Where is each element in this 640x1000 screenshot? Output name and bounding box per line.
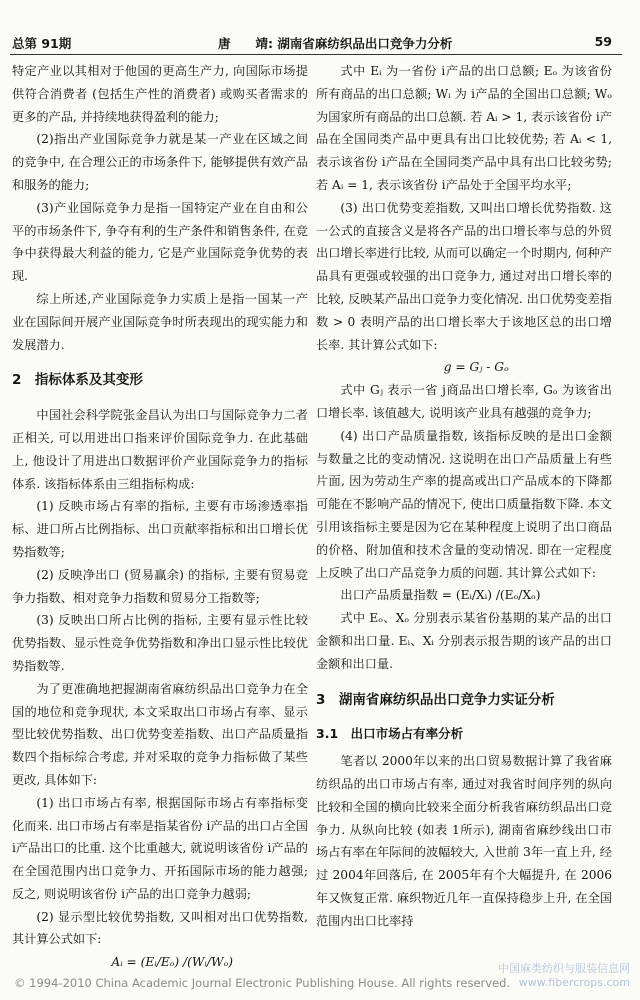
watermark-line-2: www.fibercrops.com (518, 976, 630, 989)
paragraph: (2)指出产业国际竞争力就是某一产业在区域之间的竞争中, 在合理公正的市场条件下, 能够提供有效产品和服务的能力; (12, 132, 308, 192)
site-watermark (498, 962, 630, 990)
section-heading: 3 湖南省麻纺织品出口竞争力实证分析 (316, 691, 555, 708)
paragraph: 特定产业以其相对于他国的更高生产力, 向国际市场提供符合消费者 (包括生产性的消费者) 或购买者需求的更多的产品, 并持续地获得盈利的能力; (12, 64, 308, 124)
paragraph: (3) 出口优势变差指数, 又叫出口增长优势指数. 这一公式的直接含义是将各产品的出口增长率与总的外贸出口增长率进行比较, 从而可以确定一个时期内, 何种产品具有更强或较强的出口竞争力, 通过对出口增长率的比较, 反映某产品出口竞争力变化情况. 出口优势变差指数 > 0 表明产品的出口增长率大于该地区总的出口增长率. 其计算公式如下: (316, 200, 612, 352)
header-rule (10, 54, 622, 55)
formula: g = Gⱼ - Gₒ (443, 360, 509, 375)
paragraph: (1) 反映市场占有率的指标, 主要有市场渗透率指标、进口所占比例指标、出口贡献率指标和出口增长优势指数等; (12, 499, 308, 559)
paragraph: 式中 Eₒ、Xₒ 分别表示某省份基期的某产品的出口金额和出口量. Eᵢ、Xᵢ 分别表示报告期的该产品的出口金额和出口量. (316, 611, 612, 671)
page-header (0, 0, 640, 52)
paragraph: 综上所述,产业国际竞争力实质上是指一国某一产业在国际间开展产业国际竞争时所表现出的现实能力和发展潜力. (12, 291, 308, 352)
paragraph: 中国社会科学院张金昌认为出口与国际竞争力二者正相关, 可以用进出口指来评价国际竞争力. 在此基础上, 他设计了用进出口数据评价产业国际竞争力的指标体系. 该指标体系由三组指标构成: (12, 408, 308, 491)
paragraph: 笔者以 2000年以来的出口贸易数据计算了我省麻纺织品的出口市场占有率, 通过对我省时间序列的纵向比较和全国的横向比较来全面分析我省麻纺织品出口竞争力. 从纵向比较 (如表 1所示), 湖南省麻纱线出口市场占有率在年际间的波幅较大, 入世前 3年一直上升, 经过 2004年回落后, 在 2005年有个大幅提升, 在 2006年又恢复正常. 麻织物近几年一直保持稳步上升, 在全国范围内出口比率持 (316, 754, 612, 928)
formula: Aᵢ = (Eᵢ/Eₒ) /(Wᵢ/Wₒ) (111, 955, 233, 970)
paragraph: (2) 反映净出口 (贸易赢余) 的指标, 主要有贸易竞争力指数、相对竞争力指数和贸易分工指数等; (12, 567, 308, 605)
left-column (12, 60, 308, 974)
paragraph: (3) 反映出口所占比例的指标, 主要有显示性比较优势指数、显示性竞争优势指数和净出口显示性比较优势指数等. (12, 613, 308, 673)
running-title: 唐 靖: 湖南省麻纺织品出口竞争力分析 (218, 36, 453, 51)
paragraph: 为了更准确地把握湖南省麻纺织品出口竞争力在全国的地位和竞争现状, 本文采取出口市场占有率、显示型比较优势指数、出口优势变差指数、出口产品质量指数四个指标综合考虑, 并对采取的竞争力指标做了某些更改, 具体如下: (12, 681, 308, 787)
paragraph: 式中 Eᵢ 为一省份 i产品的出口总额; Eₒ 为该省份所有商品的出口总额; Wᵢ 为 i产品的全国出口总额; Wₒ 为国家所有商品的出口总额. 若 Aᵢ > 1, 表示该省份 i产品在全国同类产品中更具有出口比较优势; 若 Aᵢ < 1, 表示该省份 i产品在全国同类产品中具有出口比较劣势; 若 Aᵢ = 1, 表示该省份 i产品处于全国平均水平; (316, 64, 612, 192)
journal-issue: 总第 91期 (12, 36, 72, 51)
formula: 出口产品质量指数 = (Eᵢ/Xᵢ) /(Eₒ/Xₒ) (340, 588, 541, 603)
paragraph: (1) 出口市场占有率, 根据国际市场占有率指标变化而来. 出口市场占有率是指某省份 i产品的出口占全国 i产品出口的比重. 这个比重越大, 就说明该省份 i产品的在全国范围内出口竞争力、开拓国际市场的能力越强; 反之, 则说明该省份 i产品的出口竞争力越弱; (12, 795, 308, 901)
page-number: 59 (594, 34, 612, 49)
paragraph: (4) 出口产品质量指数, 该指标反映的是出口金额与数量之比的变动情况. 这说明在出口产品质量上有些片面, 因为劳动生产率的提高或出口产品成本的下降都可能在不影响产品的情况下, 使出口质量指数下降. 本文引用该指标主要是因为它在某种程度上说明了出口商品的价格、附加值和技术含量的变动情况. 即在一定程度上反映了出口产品竞争力质的问题. 其计算公式如下: (316, 428, 612, 580)
section-heading: 2 指标体系及其变形 (12, 372, 143, 389)
paragraph: (2) 显示型比较优势指数, 又叫相对出口优势指数, 其计算公式如下: (12, 909, 308, 947)
paragraph: 式中 Gⱼ 表示一省 j商品出口增长率, Gₒ 为该省出口增长率. 该值越大, 说明该产业具有越强的竞争力; (316, 383, 612, 420)
watermark-line-1: 中国麻类纺织与服装信息网 (498, 962, 630, 975)
paragraph: (3)产业国际竞争力是指一国特定产业在自由和公平的市场条件下, 争夺有利的生产条件和销售条件, 在竞争中获得最大利益的能力, 它是产业国际竞争优势的表现. (12, 200, 308, 284)
subsection-heading: 3.1 出口市场占有率分析 (316, 726, 464, 742)
right-column (316, 60, 612, 932)
copyright-footer: © 1994-2010 China Academic Journal Electronic Publishing House. All rights reserved. (14, 976, 511, 990)
